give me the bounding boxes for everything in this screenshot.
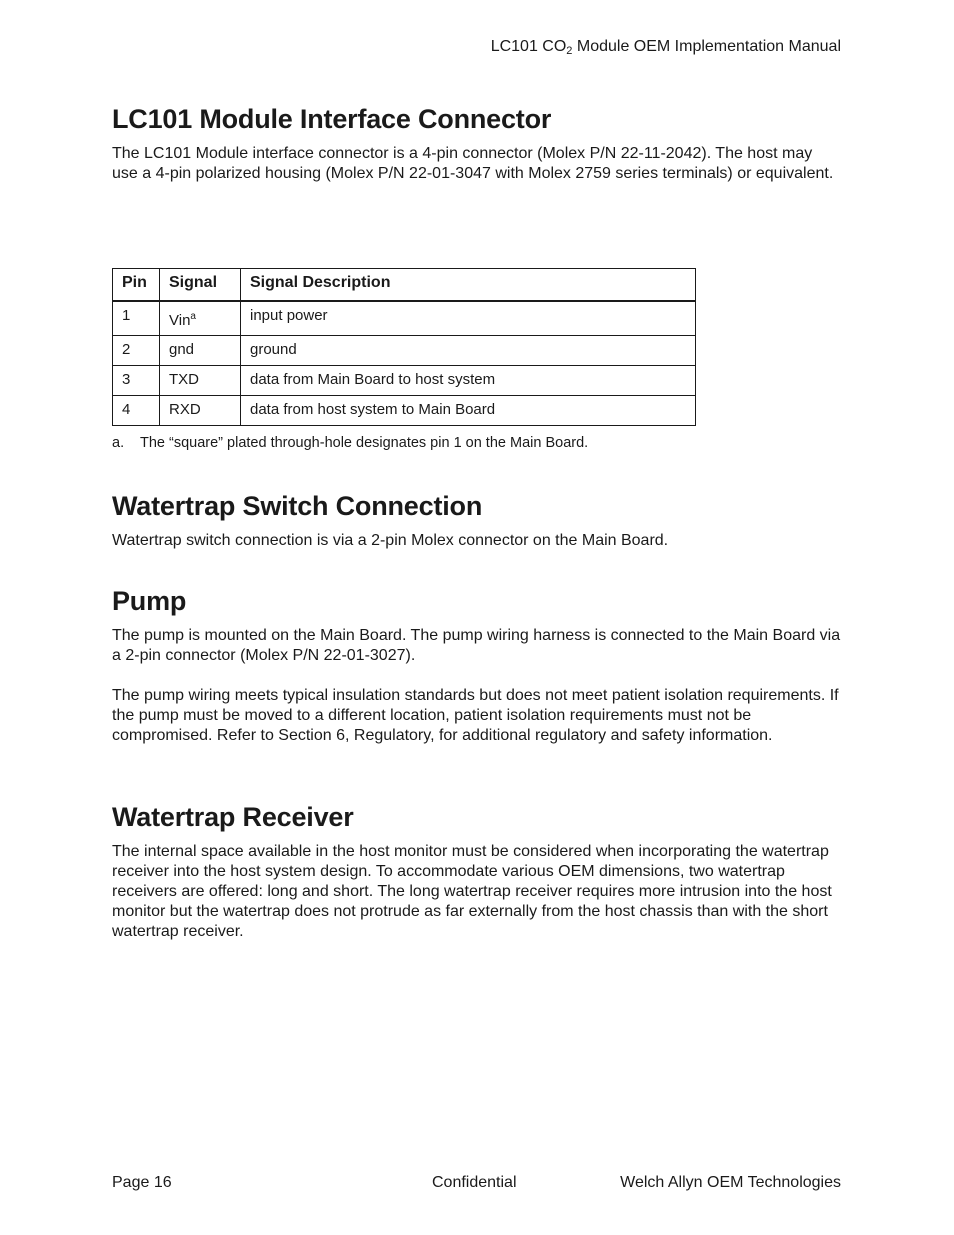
pump-heading: Pump <box>112 586 187 616</box>
cell-description: data from host system to Main Board <box>241 396 696 426</box>
footer-confidential: Confidential <box>432 1174 517 1191</box>
signal-text: Vin <box>169 312 191 329</box>
table-row <box>113 396 696 426</box>
table-row <box>113 366 696 396</box>
pump-paragraph-1: The pump is mounted on the Main Board. The pump wiring harness is connected to the Main Board via a 2-pin connector (Molex P/N 22-01-3027). <box>112 627 841 664</box>
footnote-marker: a <box>190 311 196 322</box>
footer-company: Welch Allyn OEM Technologies <box>620 1174 841 1191</box>
section-pump <box>112 586 842 746</box>
running-header <box>491 38 841 57</box>
table-header-row <box>113 269 696 302</box>
connector-paragraph: The LC101 Module interface connector is a 4-pin connector (Molex P/N 22-11-2042). The host may use a 4-pin polarized housing (Molex P/N 22-01-3047 with Molex 2759 series terminals) or equivalent. <box>112 145 834 182</box>
section-watertrap-receiver <box>112 802 842 942</box>
cell-signal: RXD <box>160 396 241 426</box>
cell-signal <box>160 301 241 336</box>
cell-pin: 2 <box>113 336 160 366</box>
col-header-description: Signal Description <box>241 269 696 302</box>
header-title-subscript: 2 <box>566 45 573 57</box>
cell-signal: gnd <box>160 336 241 366</box>
col-header-pin: Pin <box>113 269 160 302</box>
cell-description: input power <box>241 301 696 336</box>
connector-heading: LC101 Module Interface Connector <box>112 104 552 134</box>
cell-description: data from Main Board to host system <box>241 366 696 396</box>
cell-pin: 1 <box>113 301 160 336</box>
table-row <box>113 301 696 336</box>
table-footnote <box>112 435 588 451</box>
cell-pin: 4 <box>113 396 160 426</box>
cell-signal: TXD <box>160 366 241 396</box>
watertrap-switch-paragraph: Watertrap switch connection is via a 2-pin Molex connector on the Main Board. <box>112 532 669 549</box>
footnote-label: a. <box>112 435 125 451</box>
pump-paragraph-2: The pump wiring meets typical insulation standards but does not meet patient isolation requirements. If the pump must be moved to a different location, patient isolation requirements must not be compromised. Refer to Section 6, Regulatory, for additional regulatory and safety information. <box>112 687 839 744</box>
section-watertrap-switch <box>112 491 842 551</box>
table-row <box>113 336 696 366</box>
cell-pin: 3 <box>113 366 160 396</box>
footnote-text: The “square” plated through-hole designates pin 1 on the Main Board. <box>140 435 589 451</box>
footer-page-number: Page 16 <box>112 1174 172 1191</box>
col-header-signal: Signal <box>160 269 241 302</box>
signal-table <box>112 268 696 426</box>
section-connector <box>112 104 842 184</box>
watertrap-switch-heading: Watertrap Switch Connection <box>112 491 483 521</box>
cell-description: ground <box>241 336 696 366</box>
watertrap-receiver-heading: Watertrap Receiver <box>112 802 354 832</box>
header-title-suffix: Module OEM Implementation Manual <box>572 38 841 55</box>
watertrap-receiver-paragraph: The internal space available in the host monitor must be considered when incorporating the watertrap receiver into the host system design. To accommodate various OEM dimensions, two watertrap receivers are offered: long and short. The long watertrap receiver requires more intrusion into the host monitor but the watertrap does not protrude as far externally from the host chassis than with the short watertrap receiver. <box>112 843 832 940</box>
header-title-prefix: LC101 CO <box>490 38 567 55</box>
